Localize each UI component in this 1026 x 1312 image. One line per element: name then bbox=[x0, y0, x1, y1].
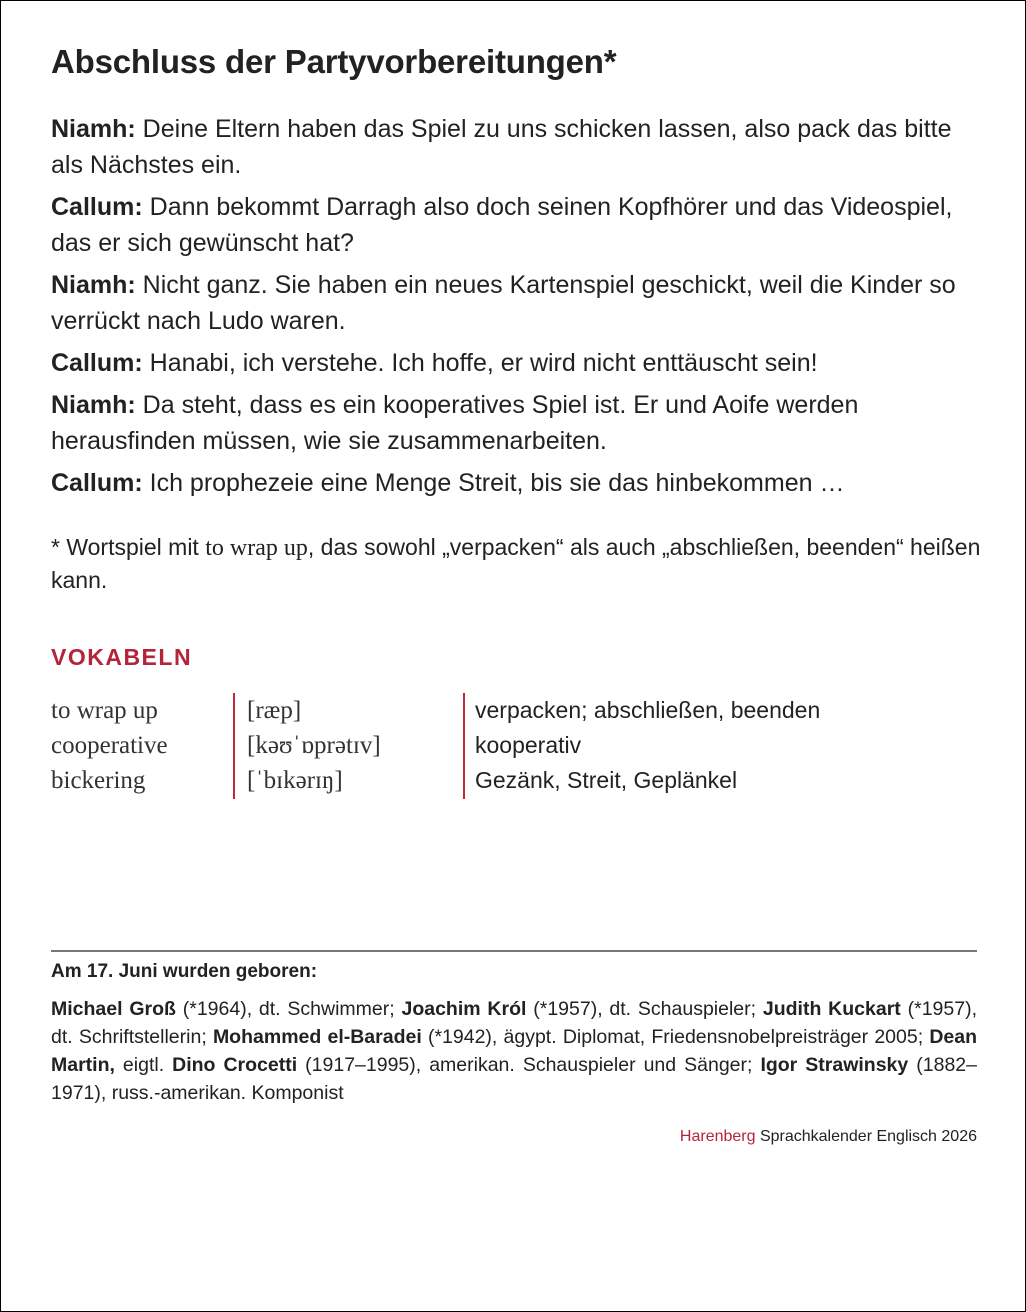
speaker: Niamh: bbox=[51, 115, 136, 143]
person-name: Mohammed el-Baradei bbox=[212, 1026, 422, 1048]
person-info: (*1964), dt. Schwimmer; bbox=[175, 998, 402, 1020]
vocab-term: bickering bbox=[51, 766, 146, 794]
dialog-line bbox=[51, 387, 981, 459]
person-name: Judith Kuckart bbox=[762, 998, 901, 1020]
born-list bbox=[51, 995, 977, 1107]
person-info: eigtl. bbox=[114, 1054, 173, 1076]
vocab-term: to wrap up bbox=[51, 696, 158, 724]
dialog bbox=[51, 111, 981, 507]
dialog-line bbox=[51, 267, 981, 339]
vocab-translation: Gezänk, Streit, Geplänkel bbox=[475, 767, 738, 793]
speaker: Niamh: bbox=[51, 271, 136, 299]
brand-name: Harenberg bbox=[679, 1128, 756, 1145]
dialog-line bbox=[51, 189, 981, 261]
person-info: (*1942), ägypt. Diplomat, Friedensnobelpreisträger 2005; bbox=[421, 1026, 930, 1048]
vocab-translation: kooperativ bbox=[475, 732, 582, 758]
dialog-line bbox=[51, 345, 981, 381]
dialog-text: Da steht, dass es ein kooperatives Spiel ist. Er und Aoife werden herausfinden müssen, wie sie zusammenarbeiten. bbox=[51, 391, 859, 455]
dialog-text: Hanabi, ich verstehe. Ich hoffe, er wird nicht enttäuscht sein! bbox=[142, 349, 818, 377]
footer-text: Sprachkalender Englisch 2026 bbox=[755, 1128, 977, 1145]
speaker: Callum: bbox=[51, 469, 143, 497]
vocab-table bbox=[51, 693, 820, 798]
speaker: Callum: bbox=[51, 193, 143, 221]
dialog-text: Nicht ganz. Sie haben ein neues Kartenspiel geschickt, weil die Kinder so verrückt nach Ludo waren. bbox=[51, 271, 956, 335]
divider bbox=[51, 950, 977, 952]
page-title: Abschluss der Partyvorbereitungen* bbox=[51, 43, 617, 80]
dialog-line bbox=[51, 465, 981, 501]
dialog-text: Dann bekommt Darragh also doch seinen Kopfhörer und das Videospiel, das er sich gewünscht hat? bbox=[51, 193, 953, 257]
person-info: (*1957), dt. Schriftstellerin; bbox=[51, 998, 977, 1048]
vocab-term: cooperative bbox=[51, 731, 168, 759]
person-info: (*1957), dt. Schauspieler; bbox=[526, 998, 763, 1020]
vocab-translation: verpacken; abschließen, beenden bbox=[475, 697, 821, 723]
dialog-text: Ich prophezeie eine Menge Streit, bis sie das hinbekommen … bbox=[142, 469, 845, 497]
speaker: Callum: bbox=[51, 349, 143, 377]
vocab-row bbox=[51, 693, 820, 728]
vocab-heading: VOKABELN bbox=[51, 644, 193, 670]
person-name: Michael Groß bbox=[51, 998, 176, 1020]
footer bbox=[680, 1128, 977, 1146]
person-info: (1882–1971), russ.-amerikan. Komponist bbox=[51, 1054, 977, 1104]
born-heading: Am 17. Juni wurden geboren: bbox=[51, 961, 318, 982]
vocab-row bbox=[51, 763, 820, 798]
person-name: Joachim Król bbox=[401, 998, 527, 1020]
footnote-prefix: * Wortspiel mit bbox=[51, 534, 206, 560]
dialog-line bbox=[51, 111, 981, 183]
person-name: Dean Martin, bbox=[51, 1026, 978, 1076]
dialog-text: Deine Eltern haben das Spiel zu uns schicken lassen, also pack das bitte als Nächstes ein. bbox=[51, 115, 952, 179]
vocab-ipa: [kəʊˈɒprətɪv] bbox=[247, 731, 381, 759]
column-separator bbox=[463, 693, 465, 799]
person-name: Igor Strawinsky bbox=[760, 1054, 909, 1076]
footnote bbox=[51, 531, 981, 596]
footnote-term: to wrap up bbox=[205, 535, 308, 561]
speaker: Niamh: bbox=[51, 391, 136, 419]
person-name: Dino Crocetti bbox=[172, 1054, 298, 1076]
column-separator bbox=[233, 693, 235, 799]
person-info: (1917–1995), amerikan. Schauspieler und Sänger; bbox=[297, 1054, 761, 1076]
vocab-row bbox=[51, 728, 820, 763]
footnote-suffix: , das sowohl „verpacken“ als auch „abschließen, beenden“ heißen kann. bbox=[51, 534, 981, 593]
vocab-ipa: [ræp] bbox=[247, 696, 302, 724]
vocab-ipa: [ˈbɪkərɪŋ] bbox=[247, 766, 343, 794]
